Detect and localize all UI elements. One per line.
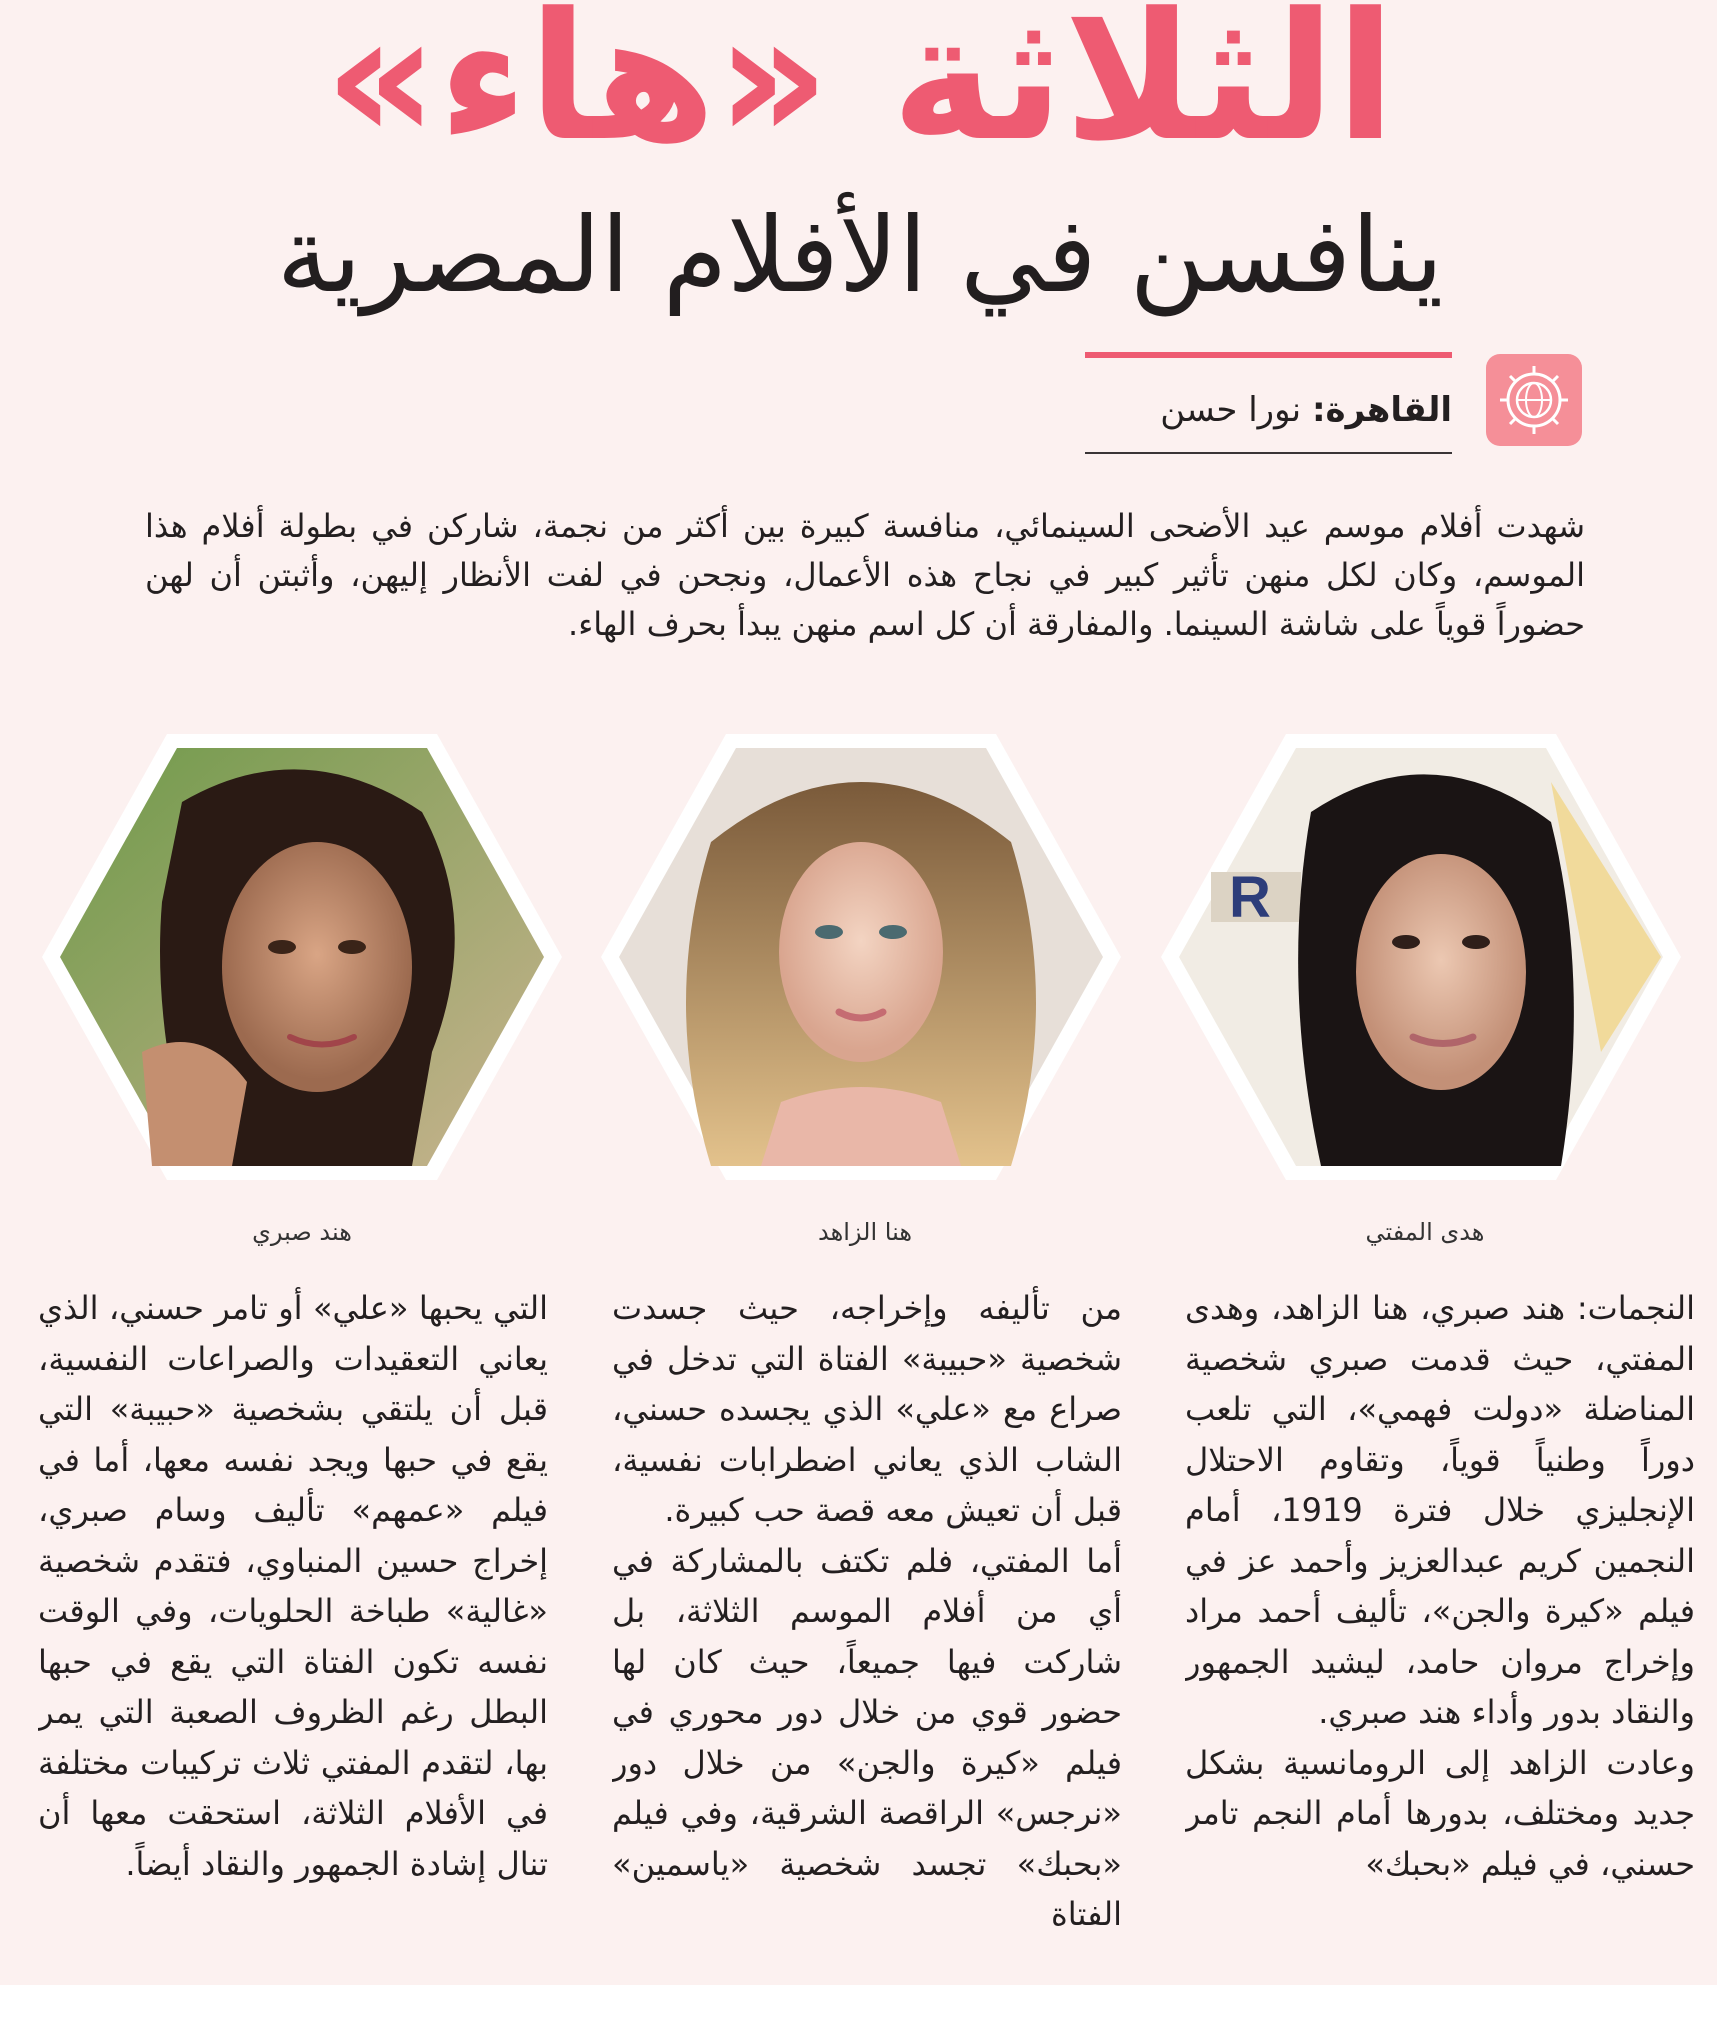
column-paragraph: التي يحبها «علي» أو تامر حسني، الذي يعاني التعقيدات والصراعات النفسية، قبل أن يلتقي بشخصية «حبيبة» التي يقع في حبها ويجد نفسه معها، أما في فيلم «عمهم» تأليف وسام صبري، إخراج حسين المنباوي، فتقدم شخصية «غالية» طباخة الحلويات، وفي الوقت نفسه تكون الفتاة التي يقع في حبها البطل رغم الظروف الصعبة التي يمر بها، لتقدم المفتي ثلاث تركيبات مختلفة في الأفلام الثلاثة، استحقت معها أن تنال إشادة الجمهور والنقاد أيضاً. — [38, 1289, 548, 1883]
photo-hind-sabri — [32, 722, 572, 1192]
globe-logo-icon — [1486, 354, 1582, 446]
headline-title: الثلاثة «هاء» — [324, 0, 1396, 180]
column-paragraph: وعادت الزاهد إلى الرومانسية بشكل جديد ومختلف، بدورها أمام النجم تامر حسني، في فيلم «بحبك» — [1185, 1743, 1695, 1883]
article-column-right — [1185, 1283, 1695, 1963]
byline-top-rule — [1085, 352, 1452, 358]
caption-hoda: هدى المفتي — [1365, 1218, 1485, 1246]
byline-author: نورا حسن — [1160, 390, 1302, 430]
column-paragraph: من تأليفه وإخراجه، حيث جسدت شخصية «حبيبة» الفتاة التي تدخل في صراع مع «علي» الذي يجسده حسني، الشاب الذي يعاني اضطرابات نفسية، قبل أن تعيش معه قصة حب كبيرة. — [612, 1289, 1122, 1529]
page-bottom-margin — [0, 1985, 1717, 2030]
photo-hoda-elmofty — [1151, 722, 1691, 1192]
caption-hind: هند صبري — [252, 1218, 352, 1246]
photo-hana-elzahed — [591, 722, 1131, 1192]
article-column-left — [38, 1283, 548, 1963]
caption-hana: هنا الزاهد — [818, 1218, 912, 1246]
article-column-middle — [612, 1283, 1122, 1963]
column-paragraph: النجمات: هند صبري، هنا الزاهد، وهدى المفتي، حيث قدمت صبري شخصية المناضلة «دولت فهمي»، التي تلعب دوراً وطنياً قوياً، وتقاوم الاحتلال الإنجليزي خلال فترة 1919، أمام النجمين كريم عبدالعزيز وأحمد عز في فيلم «كيرة والجن»، تأليف أحمد مراد وإخراج مروان حامد، ليشيد الجمهور والنقاد بدور وأداء هند صبري. — [1185, 1289, 1695, 1731]
byline-bottom-rule — [1085, 452, 1452, 454]
byline — [1085, 385, 1452, 435]
byline-city: القاهرة: — [1311, 390, 1452, 430]
column-paragraph: أما المفتي، فلم تكتف بالمشاركة في أي من أفلام الموسم الثلاثة، بل شاركت فيها جميعاً، حيث كان لها حضور قوي من خلال دور محوري في فيلم «كيرة والجن» من خلال دور «نرجس» الراقصة الشرقية، وفي فيلم «بحبك» تجسد شخصية «ياسمين» الفتاة — [612, 1541, 1122, 1933]
intro-paragraph: شهدت أفلام موسم عيد الأضحى السينمائي، منافسة كبيرة بين أكثر من نجمة، شاركن في بطولة أفلام هذا الموسم، وكان لكل منهن تأثير كبير في نجاح هذه الأعمال، ونجحن في لفت الأنظار إليهن، وأثبتن أن لهن حضوراً قوياً على شاشة السينما. والمفارقة أن كل اسم منهن يبدأ بحرف الهاء. — [145, 507, 1585, 643]
headline-subtitle: ينافسن في الأفلام المصرية — [276, 194, 1444, 316]
svg-text:R: R — [1229, 865, 1271, 930]
